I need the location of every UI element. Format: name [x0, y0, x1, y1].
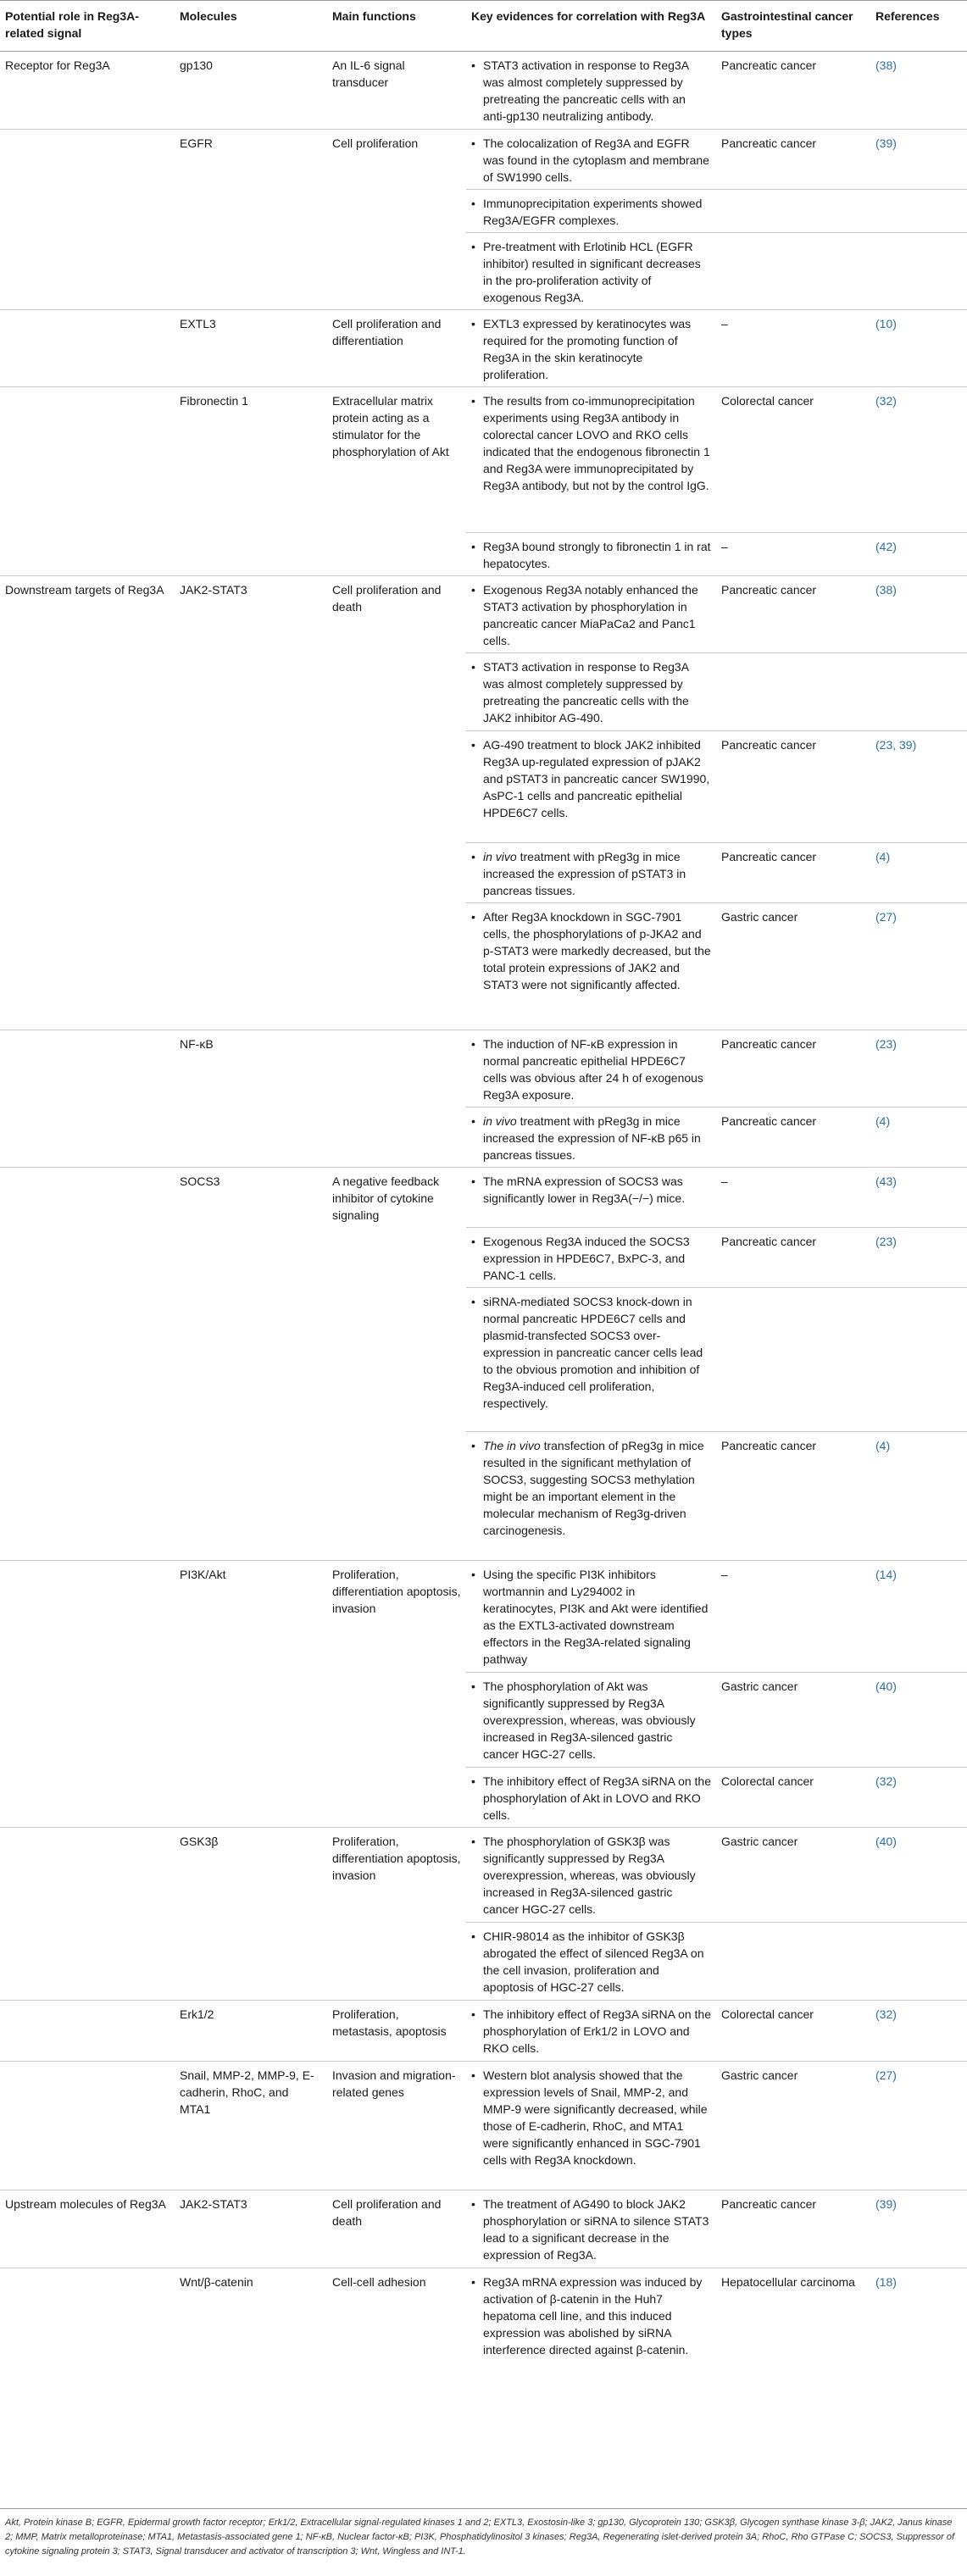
cancer-type-cell: – [716, 310, 870, 387]
evidence-text: Exogenous Reg3A induced the SOCS3 expression in HPDE6C7, BxPC-3, and PANC-1 cells. [483, 1234, 690, 1282]
evidence-cell [466, 2268, 716, 2381]
molecule-cell: gp130 [180, 58, 213, 72]
reference-cell [870, 653, 967, 731]
reference-cell [870, 1287, 967, 1431]
evidence-cell [466, 1672, 716, 1767]
reference-link[interactable]: (43) [875, 1174, 897, 1188]
molecule-cell [175, 1672, 327, 1767]
evidence-bullet [471, 1773, 711, 1824]
role-cell [0, 1922, 175, 2000]
evidence-text: The results from co-immunoprecipitation experiments using Reg3A antibody in colorectal cancer LOVO and RKO cells indicated that the endogenous fibronectin 1 and Reg3A were immunoprecipitated by Reg3A antibody, but not by the control IgG. [483, 394, 710, 492]
cancer-type-cell [716, 1922, 870, 2000]
reference-cell [870, 731, 967, 843]
function-cell: Proliferation, differentiation apoptosis, invasion [327, 1827, 466, 1922]
evidence-cell [466, 576, 716, 653]
function-cell: Cell proliferation and differentiation [327, 310, 466, 387]
role-cell [0, 1672, 175, 1767]
table-row [0, 130, 967, 190]
role-cell [0, 533, 175, 576]
reference-cell [870, 233, 967, 310]
evidence-bullet [471, 135, 711, 186]
evidence-italic-prefix: The in vivo [483, 1438, 541, 1452]
function-cell: Proliferation, metastasis, apoptosis [327, 2000, 466, 2061]
evidence-bullet [471, 538, 711, 572]
table-row [0, 1560, 967, 1672]
reference-link[interactable]: (32) [875, 1774, 897, 1788]
cancer-type-cell [716, 1287, 870, 1431]
function-cell [327, 1287, 466, 1431]
role-cell [0, 1560, 175, 1672]
molecule-cell [175, 1227, 327, 1287]
molecule-cell: GSK3β [175, 1827, 327, 1922]
table-row [0, 2190, 967, 2268]
evidence-cell [466, 2061, 716, 2190]
role-cell [0, 653, 175, 731]
reference-link[interactable]: (4) [875, 850, 891, 863]
evidence-text: Reg3A mRNA expression was induced by activation of β-catenin in the Huh7 hepatoma cell line, and this induced expression was abolished by siRNA interference directed against β-catenin. [483, 2274, 703, 2357]
table-row [0, 310, 967, 387]
evidence-cell [466, 843, 716, 903]
evidence-text: Exogenous Reg3A notably enhanced the STAT3 activation by phosphorylation in pancreatic cancer MiaPaCa2 and Panc1 cells. [483, 583, 698, 647]
table-row [0, 1108, 967, 1168]
table-row [0, 2000, 967, 2061]
function-cell: Cell-cell adhesion [327, 2268, 466, 2381]
evidence-cell [466, 2000, 716, 2061]
table-row [0, 1227, 967, 1287]
evidence-cell [466, 1560, 716, 1672]
reference-cell [870, 1922, 967, 2000]
table-row [0, 653, 967, 731]
reference-cell [870, 1827, 967, 1922]
evidence-cell [466, 1168, 716, 1228]
table-row [0, 1767, 967, 1827]
role-cell [0, 903, 175, 1030]
evidence-text: Using the specific PI3K inhibitors wortmannin and Ly294002 in keratinocytes, PI3K and Akt were identified as the EXTL3-activated downstream effectors in the Reg3A-related signaling pathway [483, 1567, 709, 1666]
evidence-text: STAT3 activation in response to Reg3A was almost completely suppressed by pretreating the pancreatic cells with the JAK2 inhibitor AG-490. [483, 660, 689, 724]
evidence-bullet [471, 1113, 711, 1163]
reference-link[interactable]: (23) [875, 1234, 897, 1248]
evidence-bullet [471, 1437, 711, 1539]
evidence-text: After Reg3A knockdown in SGC-7901 cells, the phosphorylations of p-JKA2 and p-STAT3 were markedly decreased, but the total protein expressions of JAK2 and STAT3 were not significantly affected. [483, 910, 711, 991]
evidence-text: Western blot analysis showed that the expression levels of Snail, MMP-2, and MMP-9 were significantly decreased, while those of E-cadherin, RhoC, and MTA1 were significantly enhanced in SGC-7901 cells with Reg3A knockdown. [483, 2068, 708, 2167]
reference-link[interactable]: (23, 39) [875, 738, 917, 752]
table-header-row [0, 1, 967, 52]
cancer-type-cell: Hepatocellular carcinoma [716, 2268, 870, 2381]
table-body [0, 52, 967, 2382]
function-cell [327, 190, 466, 233]
reference-link[interactable]: (27) [875, 910, 897, 924]
cancer-type-cell [716, 653, 870, 731]
evidence-cell [466, 310, 716, 387]
molecule-cell [175, 653, 327, 731]
evidence-text: Reg3A bound strongly to fibronectin 1 in rat hepatocytes. [483, 540, 711, 570]
table-row [0, 1287, 967, 1431]
evidence-bullet [471, 1173, 711, 1207]
evidence-cell [466, 190, 716, 233]
reference-link[interactable]: (40) [875, 1679, 897, 1693]
cancer-type-cell: Gastric cancer [716, 1827, 870, 1922]
table-row [0, 533, 967, 576]
role-cell: Upstream molecules of Reg3A [0, 2190, 175, 2268]
evidence-bullet [471, 1928, 711, 1996]
evidence-text: The induction of NF-κB expression in normal pancreatic epithelial HPDE6C7 cells was obvious after 24 h of exogenous Reg3A exposure. [483, 1037, 703, 1102]
evidence-cell [466, 2190, 716, 2268]
cancer-type-cell [716, 233, 870, 310]
reference-cell [870, 310, 967, 387]
reference-link[interactable]: (39) [875, 2196, 897, 2211]
reference-link[interactable]: (14) [875, 1567, 897, 1581]
molecule-cell: NF-κB [175, 1030, 327, 1108]
evidence-text: transfection of pReg3g in mice resulted in the significant methylation of SOCS3, suggesting SOCS3 methylation might be an important element in the molecular mechanism of Reg3g-driven carcinogenesis. [483, 1438, 704, 1537]
role-cell [0, 1827, 175, 1922]
role-cell [0, 1767, 175, 1827]
cancer-type-cell: – [716, 533, 870, 576]
table-row [0, 843, 967, 903]
evidence-cell [466, 653, 716, 731]
evidence-bullet [471, 2067, 711, 2168]
evidence-cell [466, 731, 716, 843]
reference-link[interactable]: (39) [875, 136, 897, 150]
role-cell [0, 1287, 175, 1431]
table-row [0, 190, 967, 233]
molecule-cell [175, 233, 327, 310]
function-cell [327, 1431, 466, 1560]
reference-cell [870, 576, 967, 653]
evidence-bullet [471, 581, 711, 649]
evidence-bullet [471, 658, 711, 726]
reference-cell [870, 2061, 967, 2190]
molecule-cell: SOCS3 [175, 1168, 327, 1228]
function-cell: Cell proliferation and death [327, 576, 466, 653]
reference-link[interactable]: (32) [875, 394, 897, 408]
cancer-type-cell: Pancreatic cancer [721, 58, 817, 72]
function-cell: A negative feedback inhibitor of cytokine signaling [327, 1168, 466, 1228]
function-cell: Proliferation, differentiation apoptosis, invasion [327, 1560, 466, 1672]
reference-link[interactable]: (32) [875, 2007, 897, 2021]
evidence-italic-prefix: in vivo [483, 1114, 517, 1128]
evidence-bullet [471, 315, 711, 383]
role-cell [0, 130, 175, 190]
molecule-cell [175, 843, 327, 903]
evidence-text: siRNA-mediated SOCS3 knock-down in normal pancreatic HPDE6C7 cells and plasmid-transfected SOCS3 over-expression in pancreatic cancer cells lead to the obvious promotion and inhibition of Reg3A-induced cell proliferation, respectively. [483, 1294, 703, 1410]
molecule-cell [175, 731, 327, 843]
molecule-cell: EGFR [175, 130, 327, 190]
header-references: References [870, 1, 967, 52]
evidence-text: Immunoprecipitation experiments showed Reg3A/EGFR complexes. [483, 197, 703, 227]
evidence-text: The treatment of AG490 to block JAK2 phosphorylation or siRNA to silence STAT3 lead to a significant decrease in the expression of Reg3A. [483, 2196, 709, 2262]
evidence-bullet [471, 1678, 711, 1763]
cancer-type-cell: Pancreatic cancer [716, 1108, 870, 1168]
function-cell: Invasion and migration-related genes [327, 2061, 466, 2190]
function-cell [327, 731, 466, 843]
function-cell: Cell proliferation [327, 130, 466, 190]
role-cell: Receptor for Reg3A [5, 58, 110, 72]
molecule-cell: Erk1/2 [175, 2000, 327, 2061]
cancer-type-cell: Gastric cancer [716, 1672, 870, 1767]
cancer-type-cell: Pancreatic cancer [716, 1227, 870, 1287]
reference-cell [870, 1767, 967, 1827]
evidence-text: The inhibitory effect of Reg3A siRNA on the phosphorylation of Erk1/2 in LOVO and RKO cells. [483, 2007, 712, 2055]
header-cancer-types: Gastrointestinal cancer types [716, 1, 870, 52]
cancer-type-cell: Colorectal cancer [716, 2000, 870, 2061]
evidence-cell [466, 1431, 716, 1560]
molecule-cell [175, 1108, 327, 1168]
role-cell [0, 387, 175, 533]
evidence-bullet [471, 195, 711, 229]
cancer-type-cell: Gastric cancer [716, 903, 870, 1030]
evidence-bullet [471, 2273, 711, 2358]
evidence-text: EXTL3 expressed by keratinocytes was required for the promoting function of Reg3A in the skin keratinocyte proliferation. [483, 317, 692, 381]
reference-cell [870, 52, 967, 130]
molecule-cell [175, 533, 327, 576]
evidence-text: Pre-treatment with Erlotinib HCL (EGFR inhibitor) resulted in significant decreases in the pro-proliferation activity of exogenous Reg3A. [483, 240, 701, 304]
evidence-cell [466, 533, 716, 576]
role-cell [0, 1227, 175, 1287]
role-cell [0, 1431, 175, 1560]
function-cell [327, 843, 466, 903]
table-row [0, 233, 967, 310]
table-row [0, 52, 967, 130]
evidence-bullet [471, 2196, 711, 2263]
evidence-text: treatment with pReg3g in mice increased the expression of pSTAT3 in pancreas tissues. [483, 850, 686, 897]
header-evidence: Key evidences for correlation with Reg3A [466, 1, 716, 52]
evidence-cell [466, 1227, 716, 1287]
evidence-italic-prefix: in vivo [483, 850, 517, 863]
role-cell [0, 1168, 175, 1228]
cancer-type-cell: Pancreatic cancer [716, 1030, 870, 1108]
table-row [0, 1168, 967, 1228]
evidence-cell [466, 1030, 716, 1108]
reference-cell [870, 2190, 967, 2268]
evidence-text: treatment with pReg3g in mice increased the expression of NF-κB p65 in pancreas tissues. [483, 1114, 701, 1162]
evidence-cell [466, 1827, 716, 1922]
evidence-text: The inhibitory effect of Reg3A siRNA on the phosphorylation of Akt in LOVO and RKO cells. [483, 1774, 712, 1822]
reference-cell [870, 190, 967, 233]
role-cell [0, 2061, 175, 2190]
role-cell [0, 843, 175, 903]
reference-cell [870, 387, 967, 533]
evidence-bullet [471, 1833, 711, 1918]
cancer-type-cell: Gastric cancer [716, 2061, 870, 2190]
role-cell: Downstream targets of Reg3A [0, 576, 175, 653]
function-cell [327, 1922, 466, 2000]
function-cell [327, 233, 466, 310]
evidence-cell [466, 1287, 716, 1431]
evidence-cell [466, 387, 716, 533]
function-cell [327, 533, 466, 576]
reference-cell [870, 903, 967, 1030]
evidence-cell [466, 1108, 716, 1168]
table-row [0, 731, 967, 843]
function-cell [327, 1030, 466, 1108]
molecule-cell: Snail, MMP-2, MMP-9, E-cadherin, RhoC, and MTA1 [175, 2061, 327, 2190]
evidence-bullet [471, 1035, 711, 1103]
reference-link[interactable]: (38) [875, 583, 897, 597]
table-row [0, 1922, 967, 2000]
function-cell [327, 653, 466, 731]
role-cell [0, 731, 175, 843]
molecule-cell [175, 903, 327, 1030]
evidence-bullet [471, 238, 711, 306]
evidence-text: CHIR-98014 as the inhibitor of GSK3β abrogated the effect of silenced Reg3A on the cell invasion, proliferation and apoptosis of HGC-27 cells. [483, 1929, 704, 1994]
evidence-text: The colocalization of Reg3A and EGFR was found in the cytoplasm and membrane of SW1990 cells. [483, 136, 709, 184]
reference-cell [870, 1431, 967, 1560]
function-cell [327, 1672, 466, 1767]
reference-link[interactable]: (42) [875, 540, 897, 553]
evidence-bullet [471, 736, 711, 821]
role-cell [0, 2268, 175, 2381]
reference-link[interactable]: (23) [875, 1037, 897, 1051]
cancer-type-cell: – [716, 1560, 870, 1672]
role-cell [0, 1108, 175, 1168]
molecule-cell: PI3K/Akt [175, 1560, 327, 1672]
cancer-type-cell: Pancreatic cancer [716, 1431, 870, 1560]
cancer-type-cell: – [716, 1168, 870, 1228]
table-row [0, 1672, 967, 1767]
table-row [0, 903, 967, 1030]
evidence-bullet [471, 848, 711, 899]
function-cell [327, 1227, 466, 1287]
table-footnote: Akt, Protein kinase B; EGFR, Epidermal growth factor receptor; Erk1/2, Extracellular signal-regulated kinases 1 and 2; EXTL3, Exostosin-like 3; gp130, Glycoprotein 130; GSK3β, Glycogen synthase kinase 3-β; JAK2, Janus kinase 2; MMP, Matrix metalloproteinase; MTA1, Metastasis-associated gene 1; NF-κB, Nuclear factor-κB; PI3K, Phosphatidylinositol 3 kinases; Reg3A, Regenerating islet-derived protein 3A; RhoC, Rho GTPase C; SOCS3, Suppressor of cytokine signaling protein 3; STAT3, Signal transducer and activator of transcription 3; Wnt, Wingless and INT-1. [0, 2508, 967, 2559]
evidence-cell [466, 1922, 716, 2000]
evidence-cell [466, 1767, 716, 1827]
evidence-text: STAT3 activation in response to Reg3A was almost completely suppressed by pretreating the pancreatic cells with an anti-gp130 neutralizing antibody. [483, 58, 689, 123]
reference-link[interactable]: (40) [875, 1834, 897, 1848]
evidence-text: The phosphorylation of GSK3β was significantly suppressed by Reg3A overexpression, whereas, was obviously increased in Reg3A-silenced gastric cancer HGC-27 cells. [483, 1834, 696, 1916]
role-cell [0, 233, 175, 310]
reference-link[interactable]: (4) [875, 1438, 891, 1452]
molecule-cell [175, 1922, 327, 2000]
evidence-text: AG-490 treatment to block JAK2 inhibited Reg3A up-regulated expression of pJAK2 and pSTAT3 in pancreatic cancer SW1990, AsPC-1 cells and pancreatic epithelial HPDE6C7 cells. [483, 738, 710, 819]
header-functions: Main functions [327, 1, 466, 52]
evidence-bullet [471, 1233, 711, 1284]
cancer-type-cell: Pancreatic cancer [716, 731, 870, 843]
reference-cell [870, 533, 967, 576]
reference-cell [870, 1168, 967, 1228]
function-cell [327, 903, 466, 1030]
reference-cell [870, 1560, 967, 1672]
cancer-type-cell: Pancreatic cancer [716, 576, 870, 653]
reference-cell [870, 1030, 967, 1108]
molecule-cell [175, 190, 327, 233]
molecule-cell [175, 1431, 327, 1560]
function-cell [327, 1108, 466, 1168]
reference-link[interactable]: (10) [875, 317, 897, 330]
molecule-cell: Fibronectin 1 [175, 387, 327, 533]
table-row [0, 1030, 967, 1108]
molecule-cell: JAK2-STAT3 [175, 576, 327, 653]
table-row [0, 387, 967, 533]
role-cell [0, 310, 175, 387]
molecule-cell [175, 1767, 327, 1827]
function-cell: An IL-6 signal transducer [332, 58, 405, 89]
molecule-cell: Wnt/β-catenin [175, 2268, 327, 2381]
table-row [0, 2061, 967, 2190]
cancer-type-cell: Pancreatic cancer [716, 2190, 870, 2268]
reference-link[interactable]: (18) [875, 2274, 897, 2289]
evidence-text: The phosphorylation of Akt was significantly suppressed by Reg3A overexpression, whereas, was obviously increased in Reg3A-silenced gastric cancer HGC-27 cells. [483, 1679, 696, 1761]
evidence-text: The mRNA expression of SOCS3 was significantly lower in Reg3A(−/−) mice. [483, 1174, 686, 1205]
function-cell: Extracellular matrix protein acting as a stimulator for the phosphorylation of Akt [327, 387, 466, 533]
header-molecules: Molecules [175, 1, 327, 52]
table-row [0, 2268, 967, 2381]
evidence-bullet [471, 2006, 711, 2057]
reference-cell [870, 1108, 967, 1168]
evidence-cell [466, 233, 716, 310]
evidence-cell [466, 130, 716, 190]
evidence-cell [466, 903, 716, 1030]
function-cell: Cell proliferation and death [327, 2190, 466, 2268]
table-row [0, 1827, 967, 1922]
table-row [0, 1431, 967, 1560]
evidence-bullet [471, 392, 711, 494]
cancer-type-cell: Pancreatic cancer [716, 130, 870, 190]
reference-cell [870, 130, 967, 190]
reference-cell [870, 1227, 967, 1287]
reference-cell [870, 2000, 967, 2061]
table-row [0, 576, 967, 653]
reference-link[interactable]: (38) [875, 58, 897, 72]
role-cell [0, 190, 175, 233]
cancer-type-cell: Colorectal cancer [716, 387, 870, 533]
evidence-bullet [471, 908, 711, 993]
reference-cell [870, 1672, 967, 1767]
evidence-cell [466, 52, 716, 130]
role-cell [0, 1030, 175, 1108]
evidence-bullet [471, 1293, 711, 1412]
cancer-type-cell: Pancreatic cancer [716, 843, 870, 903]
evidence-bullet [471, 1566, 711, 1668]
header-role: Potential role in Reg3A-related signal [0, 1, 175, 52]
cancer-type-cell [716, 190, 870, 233]
reference-link[interactable]: (27) [875, 2068, 897, 2082]
role-cell [0, 2000, 175, 2061]
reference-cell [870, 2268, 967, 2381]
reference-cell [870, 843, 967, 903]
evidence-bullet [471, 57, 711, 125]
cancer-type-cell: Colorectal cancer [716, 1767, 870, 1827]
molecule-cell: JAK2-STAT3 [175, 2190, 327, 2268]
molecule-cell [175, 1287, 327, 1431]
function-cell [327, 1767, 466, 1827]
molecule-cell: EXTL3 [175, 310, 327, 387]
reference-link[interactable]: (4) [875, 1114, 891, 1128]
